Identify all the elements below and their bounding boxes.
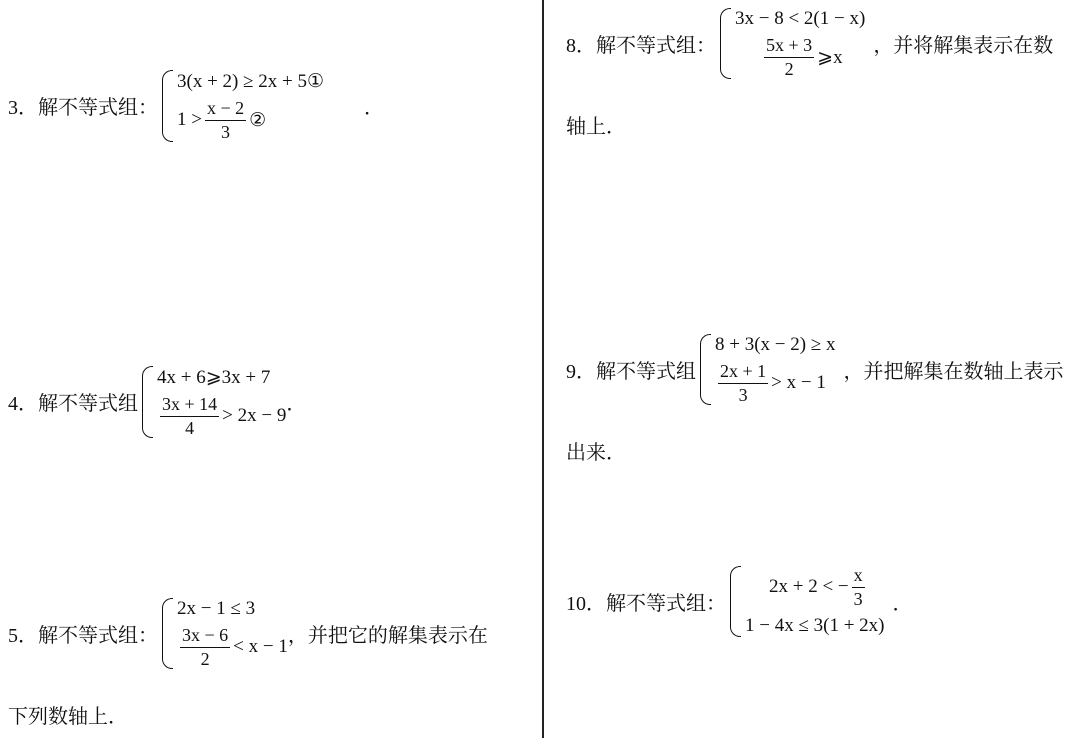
problem-instruction: 解不等式组： bbox=[606, 590, 726, 615]
trailing-text: ． bbox=[364, 95, 385, 120]
inequality-line-2: 1 > $\frac{x - 2}{3}$ ② bbox=[177, 98, 267, 142]
inequality-line-1: 8 + 3(x − 2) ≥ x bbox=[715, 334, 836, 355]
fraction bbox=[852, 566, 865, 609]
trailing-text: ，并把解集在数轴上表示 bbox=[843, 358, 1064, 383]
fraction-numerator: x − 2 bbox=[205, 99, 246, 121]
problem-9 bbox=[566, 334, 1064, 405]
inequality-system bbox=[700, 334, 836, 405]
inequality-system bbox=[162, 70, 324, 142]
problem-number: 10． bbox=[566, 592, 606, 615]
column-divider bbox=[542, 0, 544, 738]
trailing-text: ，并把它的解集表示在 bbox=[287, 622, 488, 647]
fraction-denominator: 2 bbox=[200, 648, 210, 669]
problem-8 bbox=[566, 8, 1053, 79]
fraction-denominator: 3 bbox=[221, 121, 231, 142]
problem-instruction: 解不等式组 bbox=[596, 358, 696, 383]
problem-10 bbox=[566, 566, 913, 637]
problem-instruction: 解不等式组 bbox=[38, 391, 138, 416]
problem-instruction: 解不等式组： bbox=[38, 622, 158, 647]
problem-5 bbox=[8, 598, 488, 669]
fraction bbox=[180, 626, 230, 669]
inequality-system bbox=[730, 566, 885, 637]
fraction-numerator: 5x + 3 bbox=[764, 36, 814, 58]
fraction-numerator: 3x − 6 bbox=[180, 626, 230, 648]
continuation-text: 轴上． bbox=[566, 114, 626, 138]
problem-number: 3． bbox=[8, 97, 38, 120]
left-brace bbox=[720, 8, 731, 79]
problem-3 bbox=[8, 70, 384, 142]
inequality-system bbox=[142, 366, 286, 438]
inequality-line-2: $\frac{3x + 14}{4}$ > 2x − 9 bbox=[162, 394, 287, 438]
fraction bbox=[160, 395, 219, 438]
left-brace bbox=[730, 566, 741, 637]
inequality-line-2: $\frac{2x + 1}{3}$ > x − 1 bbox=[720, 361, 826, 405]
fraction-denominator: 3 bbox=[738, 384, 748, 405]
fraction bbox=[764, 36, 814, 79]
fraction bbox=[205, 99, 246, 142]
inequality-line-1: 2x − 1 ≤ 3 bbox=[177, 598, 256, 619]
inequality-line-1: 4x + 6⩾3x + 7 bbox=[157, 367, 271, 388]
left-brace bbox=[142, 366, 153, 438]
inequality-system bbox=[720, 8, 865, 79]
left-brace bbox=[700, 334, 711, 405]
fraction-numerator: 2x + 1 bbox=[718, 362, 768, 384]
continuation-text: 下列数轴上． bbox=[8, 704, 128, 728]
problem-number: 5． bbox=[8, 624, 38, 647]
fraction bbox=[718, 362, 768, 405]
trailing-text: ． bbox=[286, 391, 307, 416]
inequality-line-2: $\frac{3x - 6}{2}$ < x − 1 bbox=[182, 625, 288, 669]
problem-4 bbox=[8, 366, 306, 438]
left-brace bbox=[162, 598, 173, 669]
inequality-line-2: 1 − 4x ≤ 3(1 + 2x) bbox=[745, 614, 885, 636]
fraction-numerator: 3x + 14 bbox=[160, 395, 219, 417]
inequality-system bbox=[162, 598, 288, 669]
inequality-line-1: 3x − 8 < 2(1 − x) bbox=[735, 8, 866, 29]
inequality-line-1: 3(x + 2) ≥ 2x + 5① bbox=[177, 71, 325, 92]
inequality-line-1: 2x + 2 < − $\frac{x}{3}$ bbox=[769, 565, 863, 609]
fraction-numerator: x bbox=[852, 566, 865, 588]
fraction-denominator: 4 bbox=[185, 417, 195, 438]
problem-number: 9． bbox=[566, 360, 596, 383]
problem-number: 4． bbox=[8, 393, 38, 416]
problem-instruction: 解不等式组： bbox=[596, 32, 716, 57]
fraction-denominator: 2 bbox=[784, 58, 794, 79]
inequality-line-2: $\frac{5x + 3}{2}$ ⩾x bbox=[766, 35, 843, 79]
continuation-text: 出来． bbox=[566, 440, 626, 464]
trailing-text: ，并将解集表示在数 bbox=[873, 32, 1054, 57]
trailing-text: ． bbox=[892, 590, 913, 615]
left-brace bbox=[162, 70, 173, 142]
problem-number: 8． bbox=[566, 34, 596, 57]
problem-instruction: 解不等式组： bbox=[38, 95, 158, 120]
fraction-denominator: 3 bbox=[853, 588, 863, 609]
